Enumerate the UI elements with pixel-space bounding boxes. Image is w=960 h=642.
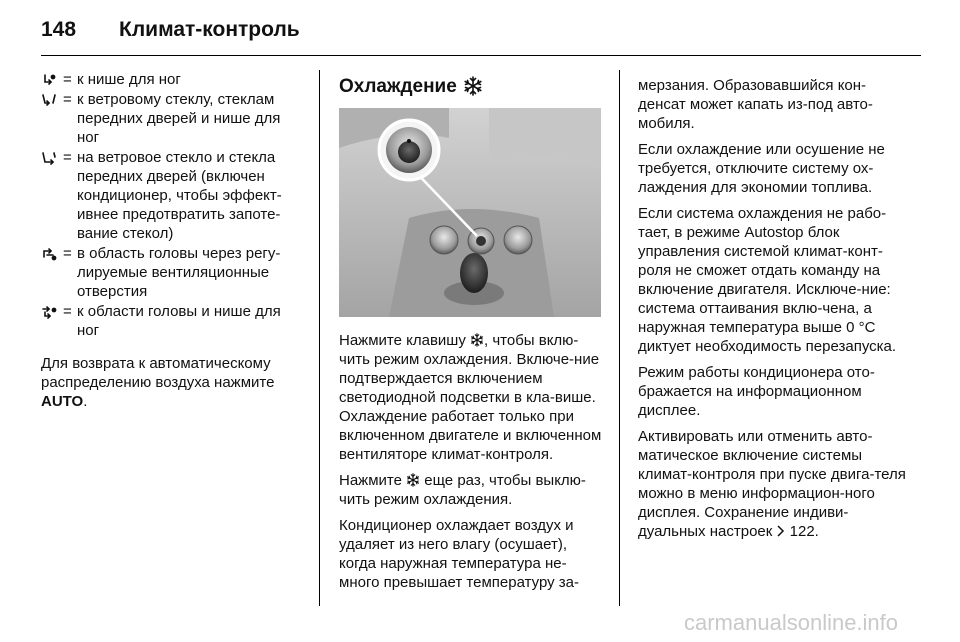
mode-equals: = (63, 245, 72, 262)
page-title: Климат-контроль (119, 18, 300, 41)
mode-description: к области головы и нише для ног (77, 303, 281, 339)
dashboard-photo (339, 108, 601, 317)
airflow-mode-list (41, 70, 303, 340)
paragraph: мерзания. Образовавшийся кон-денсат может капать из-под авто-мобиля. (638, 77, 873, 132)
auto-end: . (83, 393, 88, 410)
auto-paragraph (41, 354, 303, 411)
page-reference-arrow-icon (776, 525, 785, 537)
paragraph: Если охлаждение или осушение не требуется, отключите систему ох-лаждения для экономии топлива. (638, 141, 885, 196)
paragraph: Режим работы кондиционера ото-бражается на информационном дисплее. (638, 364, 875, 419)
snowflake-icon (463, 76, 483, 96)
snowflake-icon (406, 473, 420, 487)
airflow-head-footwell-icon (41, 302, 63, 321)
list-item (41, 70, 303, 89)
watermark: carmanualsonline.info (684, 610, 899, 635)
column-2 (339, 70, 604, 599)
mode-equals: = (63, 71, 72, 88)
section-heading (339, 76, 604, 96)
list-item (41, 244, 303, 301)
airflow-windshield-icon (41, 148, 63, 167)
auto-label: AUTO (41, 393, 84, 410)
paragraph: Если система охлаждения не рабо-тает, в режиме Autostop блок управления системой климат-конт-роля не сможет отдать команду на включение двигателя. Исключе-ние: система оттаивания вклю-чена, а наружная температура выше 0 °C диктует необходимость перезапуска. (638, 205, 897, 355)
list-item (41, 302, 303, 340)
cooling-text: Нажмите (339, 472, 402, 489)
cooling-text: Нажмите клавишу (339, 332, 466, 349)
column-1 (41, 70, 303, 418)
airflow-windshield-footwell-icon (41, 90, 63, 109)
column-3 (638, 76, 908, 548)
list-item (41, 90, 303, 147)
section-heading-text: Охлаждение (339, 75, 457, 97)
cooling-paragraph-2 (339, 471, 604, 509)
mode-equals: = (63, 303, 72, 320)
airflow-head-icon (41, 244, 63, 263)
page-header (41, 14, 921, 50)
mode-description: в область головы через регу-лируемые вентиляционные отверстия (77, 245, 281, 300)
cooling-paragraph-3: Кондиционер охлаждает воздух и удаляет из него влагу (осушает), когда наружная температура не-много превышает температуру за- (339, 517, 580, 591)
mode-equals: = (63, 91, 72, 108)
column-divider-1 (319, 70, 320, 606)
airflow-footwell-icon (41, 70, 63, 89)
dashboard-illustration (339, 108, 601, 317)
paragraph (638, 427, 908, 541)
column-divider-2 (619, 70, 620, 606)
mode-description: на ветровое стекло и стекла передних дверей (включен кондиционер, чтобы эффект-ивнее предотвратить запоте-вание стекол) (77, 149, 282, 242)
cooling-text: еще раз, чтобы выклю-чить режим охлаждения. (339, 472, 586, 508)
snowflake-icon (470, 333, 484, 347)
paragraph-text: Активировать или отменить авто-матическое включение системы климат-контроля при пуске двига-теля можно в меню информацион-ного дисплея. Сохранение индиви-дуальных настроек (638, 428, 906, 540)
mode-description: к нише для ног (77, 71, 181, 88)
cooling-paragraph-1 (339, 331, 604, 464)
mode-equals: = (63, 149, 72, 166)
list-item (41, 148, 303, 243)
page-number: 148 (41, 18, 77, 41)
page-reference[interactable]: 122. (789, 523, 819, 540)
mode-description: к ветровому стеклу, стеклам передних дверей и нише для ног (77, 91, 281, 146)
auto-text: Для возврата к автоматическому распределению воздуха нажмите (41, 355, 275, 391)
header-divider (41, 55, 921, 56)
cooling-text: , чтобы вклю-чить режим охлаждения. Включе-ние подтверждается включением светодиодной подсветки в кла-више. Охлаждение работает только при включенном двигателе и включенном вентиляторе климат-контроля. (339, 332, 602, 463)
